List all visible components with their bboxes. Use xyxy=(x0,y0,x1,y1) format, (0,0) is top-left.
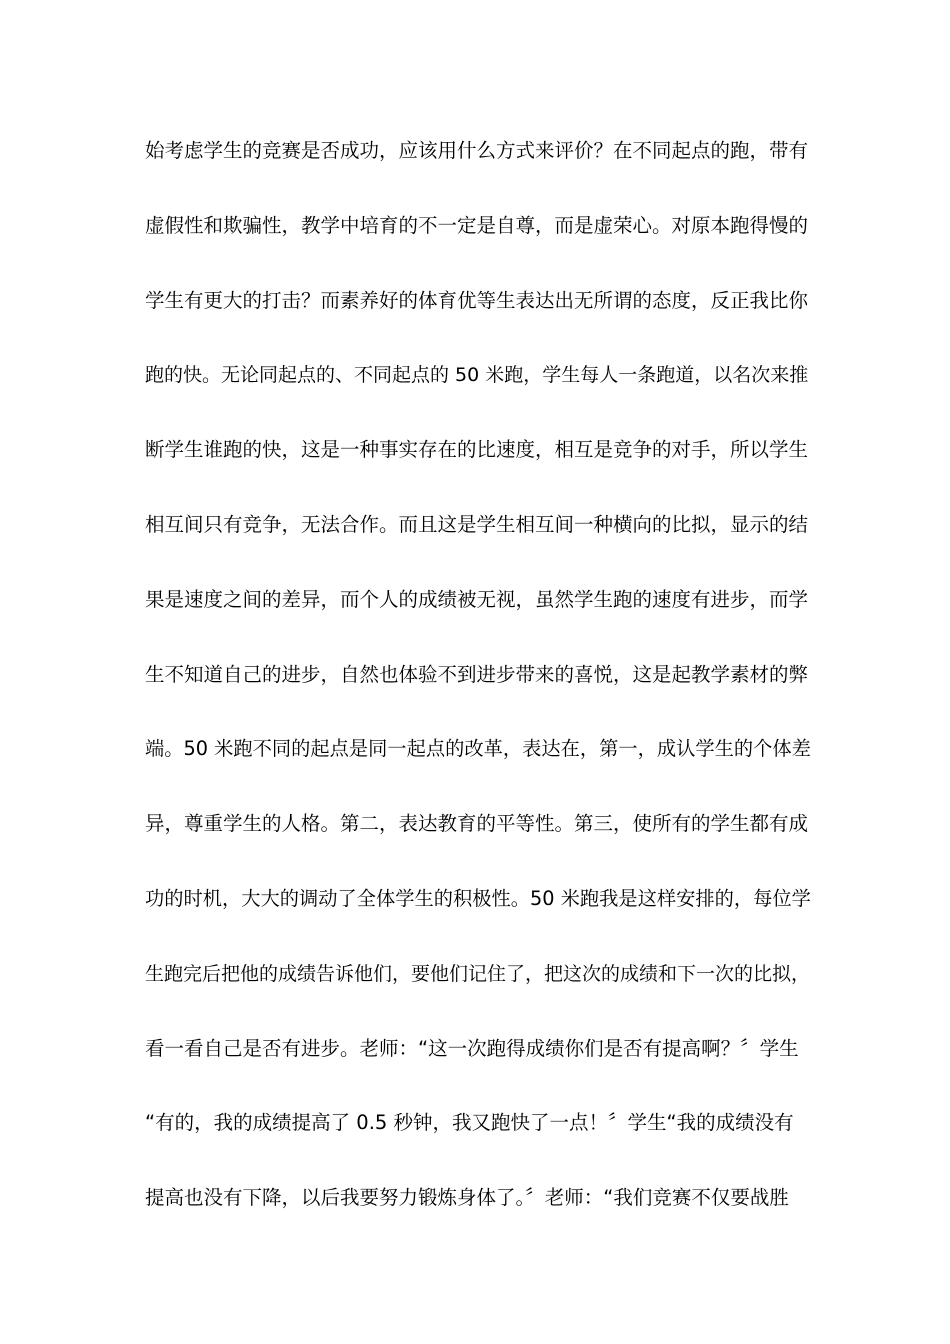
text-line: “有的，我的成绩提高了 0.5 秒钟，我又跑快了一点！〞学生“我的成绩没有 xyxy=(145,1111,794,1135)
body-paragraph xyxy=(145,132,815,1254)
text-line: 看一看自己是否有进步。老师：“这一次跑得成绩你们是否有提高啊？〞学生 xyxy=(145,1036,799,1060)
text-line: 生不知道自己的进步，自然也体验不到进步带来的喜悦，这是起教学素材的弊 xyxy=(145,662,809,686)
text-line: 学生有更大的打击？而素养好的体育优等生表达出无所谓的态度，反正我比你 xyxy=(145,288,809,312)
text-line: 相互间只有竞争，无法合作。而且这是学生相互间一种横向的比拟，显示的结 xyxy=(145,512,809,536)
text-line: 生跑完后把他的成绩告诉他们，要他们记住了，把这次的成绩和下一次的比拟， xyxy=(145,962,811,985)
text-line: 跑的快。无论同起点的、不同起点的 50 米跑，学生每人一条跑道，以名次来推 xyxy=(145,364,809,387)
text-line: 断学生谁跑的快，这是一种事实存在的比速度，相互是竞争的对手，所以学生 xyxy=(145,438,809,462)
text-line: 果是速度之间的差异，而个人的成绩被无视，虽然学生跑的速度有进步，而学 xyxy=(145,587,809,611)
text-line: 异，尊重学生的人格。第二，表达教育的平等性。第三，使所有的学生都有成 xyxy=(145,812,809,836)
text-line: 始考虑学生的竞赛是否成功，应该用什么方式来评价？在不同起点的跑，带有 xyxy=(145,139,809,162)
text-line: 虚假性和欺骗性，教学中培育的不一定是自尊，而是虚荣心。对原本跑得慢的 xyxy=(145,213,809,237)
text-line: 端。50 米跑不同的起点是同一起点的改革，表达在，第一，成认学生的个体差 xyxy=(145,737,811,761)
text-line: 功的时机，大大的调动了全体学生的积极性。50 米跑我是这样安排的，每位学 xyxy=(145,886,811,910)
text-line: 提高也没有下降，以后我要努力锻炼身体了。〞老师：“我们竞赛不仅要战胜 xyxy=(145,1186,789,1210)
